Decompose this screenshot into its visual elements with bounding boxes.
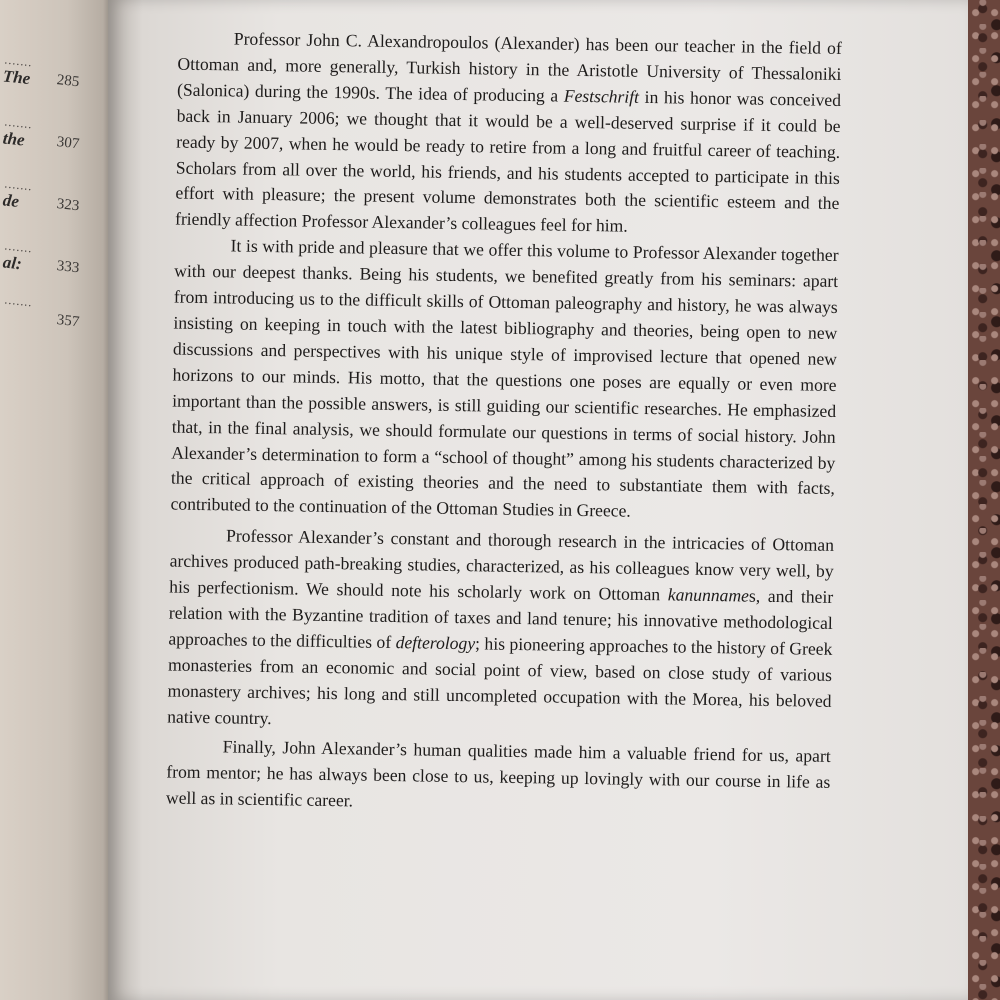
toc-page-number: 333	[56, 258, 81, 277]
kanunname-term: kanunname	[667, 584, 750, 606]
toc-word: de	[1, 190, 20, 211]
paragraph-3-text-c: ; his pioneering approaches to the history of Greek monasteries from an economic and social point of view, based on close study of various monastery archives; his long and still uncompleted occupation with the Morea, his beloved native country.	[167, 633, 833, 728]
paragraph-3	[167, 523, 834, 741]
paragraph-3-text-a: Professor Alexander’s constant and thorough research in the intricacies of Ottoman archives produced path-breaking studies, characterized, as his colleagues know very well, by his perfectionism. We should note his scholarly work on Ottoman	[169, 525, 835, 605]
paragraph-4: Finally, John Alexander’s human qualities made him a valuable friend for us, apart from mentor; he has always been close to us, keeping up lovingly with our course in life as well as in scientific career.	[165, 736, 831, 811]
paragraph-3-text-b: s, and their relation with the Byzantine tradition of taxes and land tenure; his innovative methodological approaches to the difficulties of	[168, 585, 834, 652]
toc-fragment	[0, 176, 109, 241]
toc-page-number: 357	[56, 312, 81, 331]
toc-word: al:	[1, 252, 23, 274]
defterology-term: defterology	[395, 631, 476, 654]
toc-page-number: 323	[56, 196, 81, 215]
leader-dots: .......	[3, 292, 34, 310]
paragraph-1-text-a: Professor John C. Alexandropoulos (Alexander) has been our teacher in the field of Ottoman and, more generally, Turkish history in the Aristotle University of Thessaloniki (Salonica) during the 1990s. The idea of producing a	[176, 28, 842, 106]
toc-page-number: 307	[56, 134, 81, 153]
leader-dots: .......	[3, 52, 34, 70]
toc-page-number: 285	[56, 72, 81, 91]
toc-word: the	[1, 128, 26, 150]
leader-dots: .......	[3, 114, 34, 132]
leader-dots: .......	[3, 176, 34, 194]
festschrift-term: Festschrift	[563, 85, 640, 107]
paragraph-1-text-b: in his honor was conceived back in January 2006; we thought that it would be a well-deserved surprise if it could be ready by 2007, when he would be ready to retire from a long and fruitful career of teaching. Scholars from all over the world, his friends, and his students accepted to participate in this effort with pleasure; the present volume demonstrates both the scientific esteem and the friendly affection Professor Alexander’s colleagues feel for him.	[174, 86, 842, 237]
left-page	[0, 0, 112, 1000]
leader-dots: .......	[3, 238, 34, 256]
right-page	[108, 0, 968, 1000]
toc-fragment	[0, 292, 109, 357]
toc-word: The	[1, 66, 32, 89]
toc-fragment	[0, 114, 109, 179]
toc-fragment	[0, 52, 109, 117]
preface-text	[166, 26, 842, 823]
paragraph-2: It is with pride and pleasure that we offer this volume to Professor Alexander together with our deepest thanks. Being his students, we benefited greatly from his seminars: apart from introducing us to the difficult skills of Ottoman paleography and history, he was always insisting on keeping in touch with the latest bibliography and theories, being open to new discussions and perspectives with his unique style of improvised lecture that opened new horizons to our minds. His motto, that the questions one poses are equally or even more important than the possible answers, is still guiding our scientific researches. He emphasized that, in the final analysis, we should formulate our questions in terms of social history. John Alexander’s determination to form a “school of thought” among his students characterized by the critical approach of existing theories and the need to substantiate them with facts, contributed to the continuation of the Ottoman Studies in Greece.	[170, 235, 839, 522]
paragraph-1	[175, 26, 842, 244]
